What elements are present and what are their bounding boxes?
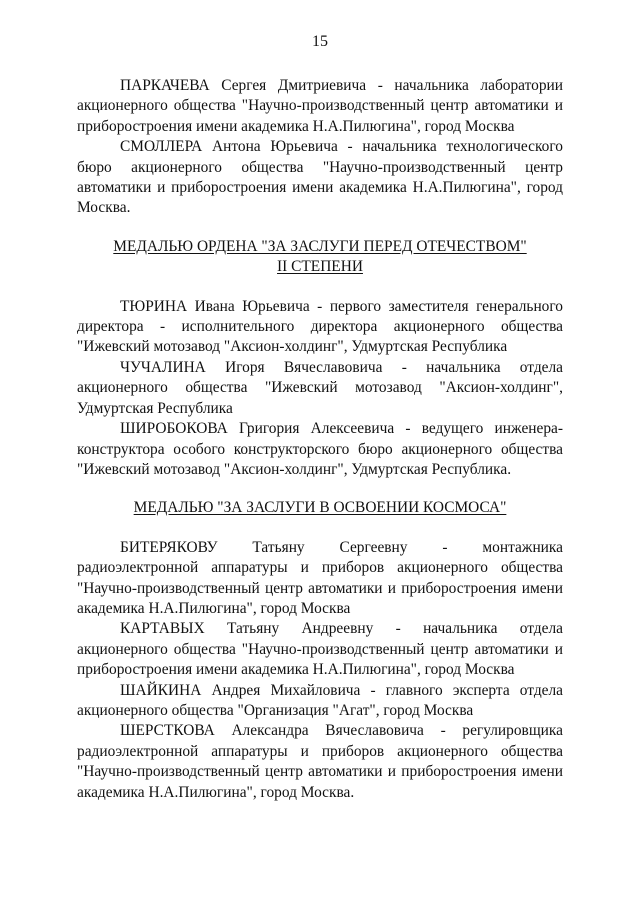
spacer <box>77 278 563 297</box>
spacer <box>77 219 563 237</box>
award-entry: КАРТАВЫХ Татьяну Андреевну - начальника отдела акционерного общества "Научно-производственный центр автоматики и приборостроения имени академика Н.А.Пилюгина", город Москва <box>77 620 563 679</box>
award-entry: СМОЛЛЕРА Антона Юрьевича - начальника технологического бюро акционерного общества "Научно-производственный центр автоматики и приборостроения имени академика Н.А.Пилюгина", город Москва. <box>77 138 563 217</box>
document-body <box>77 76 563 803</box>
section-heading <box>77 498 563 518</box>
award-entry: ПАРКАЧЕВА Сергея Дмитриевича - начальника лаборатории акционерного общества "Научно-производственный центр автоматики и приборостроения имени академика Н.А.Пилюгина", город Москва <box>77 77 563 135</box>
award-entry: ТЮРИНА Ивана Юрьевича - первого заместителя генерального директора - исполнительного директора акционерного общества "Ижевский мотозавод "Аксион-холдинг", Удмуртская Республика <box>77 297 563 356</box>
award-entry: ШАЙКИНА Андрея Михайловича - главного эксперта отдела акционерного общества "Организация "Агат", город Москва <box>77 681 563 719</box>
spacer <box>77 480 563 498</box>
spacer <box>77 519 563 538</box>
page-number: 15 <box>312 33 328 50</box>
section-heading-line: МЕДАЛЬЮ ОРДЕНА "ЗА ЗАСЛУГИ ПЕРЕД ОТЕЧЕСТВОМ" <box>113 237 527 255</box>
section-heading-line: МЕДАЛЬЮ "ЗА ЗАСЛУГИ В ОСВОЕНИИ КОСМОСА" <box>133 499 507 517</box>
award-entry: ЧУЧАЛИНА Игоря Вячеславовича - начальника отдела акционерного общества "Ижевский мотозавод "Аксион-холдинг", Удмуртская Республика <box>77 358 563 417</box>
section-heading-line: II СТЕПЕНИ <box>277 258 363 276</box>
award-entry: ШЕРСТКОВА Александра Вячеславовича - регулировщика радиоэлектронной аппаратуры и приборов акционерного общества "Научно-производственный центр автоматики и приборостроения имени академика Н.А.Пилюгина", город Москва. <box>77 722 563 801</box>
award-entry: ШИРОБОКОВА Григория Алексеевича - ведущего инженера-конструктора особого конструкторского бюро акционерного общества "Ижевский мотозавод "Аксион-холдинг", Удмуртская Республика. <box>77 420 563 478</box>
section-heading <box>77 237 563 278</box>
award-entry: БИТЕРЯКОВУ Татьяну Сергеевну - монтажника радиоэлектронной аппаратуры и приборов акционерного общества "Научно-производственный центр автоматики и приборостроения имени академика Н.А.Пилюгина", город Москва <box>77 538 563 617</box>
